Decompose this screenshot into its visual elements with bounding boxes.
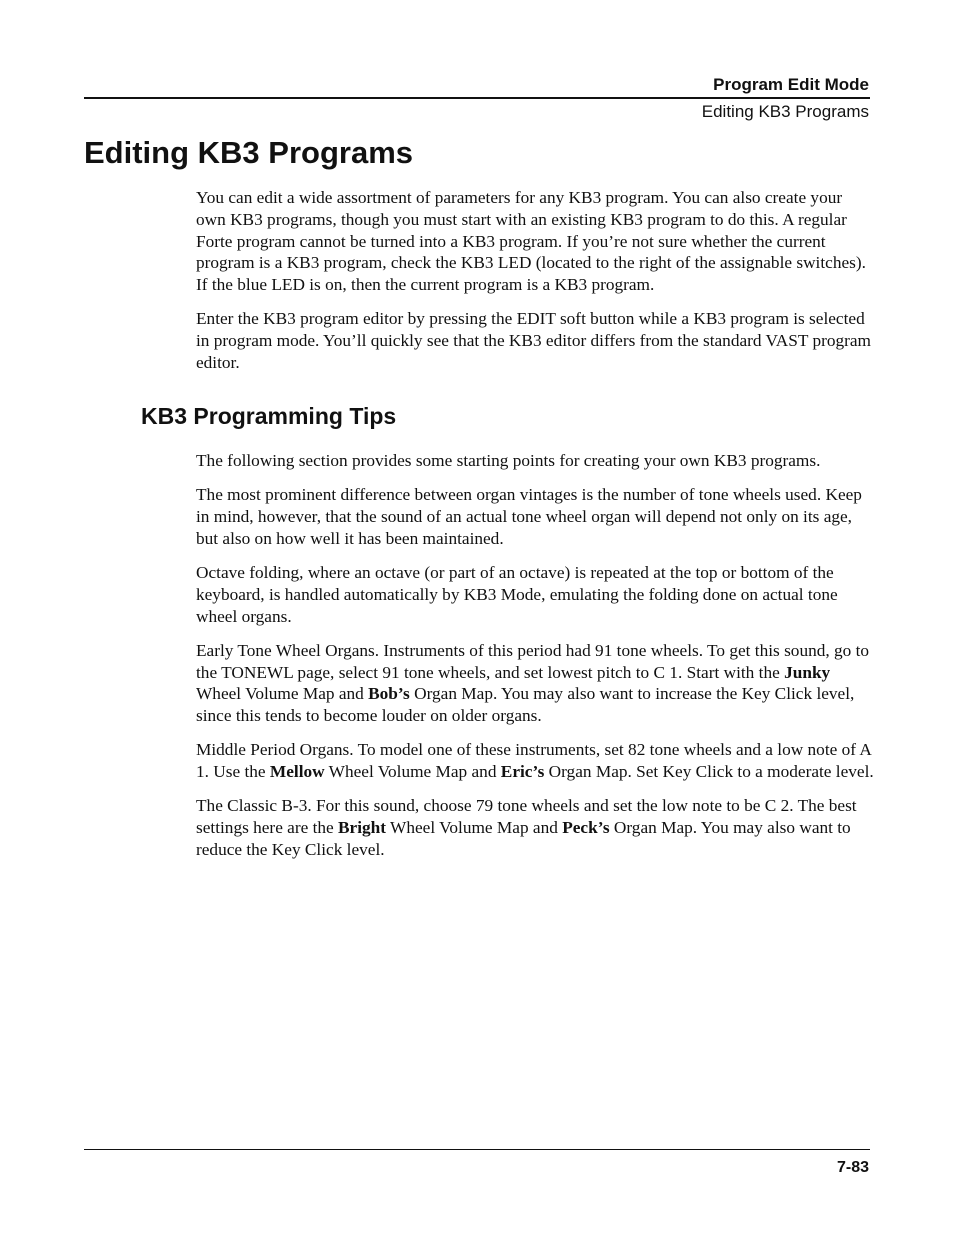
header-rule — [84, 97, 870, 99]
middle-text-1: Middle Period Organs. To model one of these instruments, set 82 tone wheels and a low note of A 1. Use the — [196, 740, 871, 782]
middle-text-2: Wheel Volume Map and — [324, 762, 501, 782]
footer-rule — [84, 1149, 870, 1150]
early-text-1: Early Tone Wheel Organs. Instruments of this period had 91 tone wheels. To get this sound, go to the TONEWL page, select 91 tone wheels, and set lowest pitch to C 1. Start with the — [196, 640, 870, 682]
classic-organ-map-name: Peck’s — [562, 818, 610, 838]
page-title: Editing KB3 Programs — [84, 135, 413, 170]
intro-text — [196, 187, 874, 386]
classic-b3-paragraph — [196, 795, 874, 860]
middle-text-3: Organ Map. Set Key Click to a moderate level. — [544, 762, 874, 782]
intro-paragraph-1: You can edit a wide assortment of parameters for any KB3 program. You can also create your own KB3 programs, though you must start with an existing KB3 program to do this. A regular Forte program cannot be turned into a KB3 program. If you’re not sure whether the current program is a KB3 program, check the KB3 LED (located to the right of the assignable switches). If the blue LED is on, then the current program is a KB3 program. — [196, 188, 866, 295]
middle-wheel-map-name: Mellow — [269, 762, 325, 782]
page-number: 7-83 — [836, 1159, 869, 1176]
tips-text — [196, 450, 874, 873]
middle-organs-paragraph — [196, 739, 874, 783]
classic-text-3: Organ Map. You may also want to reduce the Key Click level. — [196, 818, 851, 859]
early-organs-paragraph — [196, 640, 874, 727]
running-header-chapter: Program Edit Mode — [713, 75, 869, 94]
classic-text-1: The Classic B-3. For this sound, choose 79 tone wheels and set the low note to be C 2. The best settings here are the — [196, 796, 857, 838]
section-heading: KB3 Programming Tips — [141, 403, 397, 429]
tips-paragraph-3: Octave folding, where an octave (or part of an octave) is repeated at the top or bottom of the keyboard, is handled automatically by KB3 Mode, emulating the folding done on actual tone wheel organs. — [196, 562, 838, 626]
middle-organ-map-name: Eric’s — [500, 762, 545, 782]
early-text-2: Wheel Volume Map and — [196, 684, 369, 704]
tips-paragraph-2: The most prominent difference between organ vintages is the number of tone wheels used. Keep in mind, however, that the sound of an actual tone wheel organ will depend not only on its age, but also on how well it has been maintained. — [196, 485, 862, 548]
intro-paragraph-2: Enter the KB3 program editor by pressing the EDIT soft button while a KB3 program is selected in program mode. You’ll quickly see that the KB3 editor differs from the standard VAST program editor. — [196, 309, 871, 372]
early-organ-map-name: Bob’s — [368, 684, 410, 704]
tips-paragraph-1: The following section provides some starting points for creating your own KB3 programs. — [196, 451, 821, 470]
classic-wheel-map-name: Bright — [338, 818, 387, 838]
classic-text-2: Wheel Volume Map and — [386, 818, 563, 838]
early-wheel-map-name: Junky — [784, 662, 831, 682]
running-header-section: Editing KB3 Programs — [701, 102, 869, 121]
early-text-3: Organ Map. You may also want to increase the Key Click level, since this tends to become louder on older organs. — [196, 684, 855, 726]
